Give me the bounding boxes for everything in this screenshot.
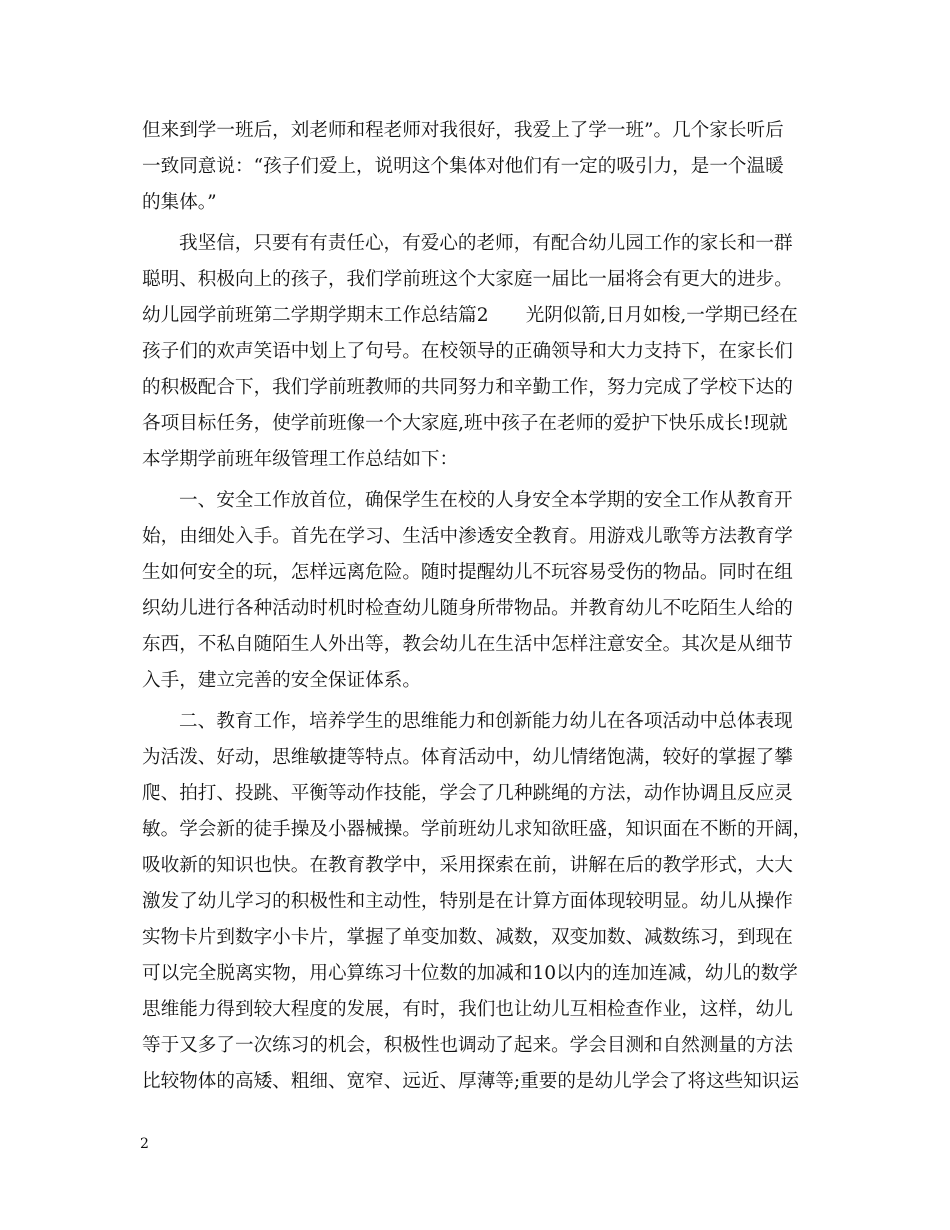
text-line: 实物卡片到数字小卡片，掌握了单变加数、减数，双变加数、减数练习，到现在 <box>142 927 793 948</box>
text-line: 吸收新的知识也快。在教育教学中，采用探索在前，讲解在后的教学形式，大大 <box>142 855 793 876</box>
text-line: 但来到学一班后，刘老师和程老师对我很好，我爱上了学一班”。几个家长听后 <box>142 120 784 141</box>
text-line: 东西，不私自随陌生人外出等，教会幼儿在生活中怎样注意安全。其次是从细节 <box>142 634 793 655</box>
text-line: 为活泼、好动，思维敏捷等特点。体育活动中，幼儿情绪饱满，较好的掌握了攀 <box>142 747 793 768</box>
text-line: 各项目标任务，使学前班像一个大家庭,班中孩子在老师的爱护下快乐成长!现就 <box>142 413 788 434</box>
text-line: 可以完全脱离实物，用心算练习十位数的加减和10以内的连加连减，幼儿的数学 <box>142 963 798 984</box>
text-line: 织幼儿进行各种活动时机时检查幼儿随身所带物品。并教育幼儿不吃陌生人给的 <box>142 598 793 619</box>
text-line: 等于又多了一次练习的机会，积极性也调动了起来。学会目测和自然测量的方法 <box>142 1035 793 1056</box>
text-line: 思维能力得到较大程度的发展，有时，我们也让幼儿互相检查作业，这样，幼儿 <box>142 999 793 1020</box>
text-line: 激发了幼儿学习的积极性和主动性，特别是在计算方面体现较明显。幼儿从操作 <box>142 891 793 912</box>
text-line: 生如何安全的玩，怎样远离危险。随时提醒幼儿不玩容易受伤的物品。同时在组 <box>142 562 793 583</box>
page-number: 2 <box>140 1136 149 1152</box>
paragraph-first-line: 一、安全工作放首位，确保学生在校的人身安全本学期的安全工作从教育开 <box>179 490 793 511</box>
text-line: 的积极配合下，我们学前班教师的共同努力和辛勤工作，努力完成了学校下达的 <box>142 377 793 398</box>
text-line: 一致同意说：“孩子们爱上，说明这个集体对他们有一定的吸引力，是一个温暖 <box>142 156 784 177</box>
text-line: 本学期学前班年级管理工作总结如下： <box>142 449 459 470</box>
section-heading-line: 幼儿园学前班第二学期学期末工作总结篇2 光阴似箭,日月如梭,一学期已经在 <box>142 305 798 326</box>
text-line: 敏。学会新的徒手操及小器械操。学前班幼儿求知欲旺盛，知识面在不断的开阔， <box>142 819 812 840</box>
text-line: 孩子们的欢声笑语中划上了句号。在校领导的正确领导和大力支持下，在家长们 <box>142 341 793 362</box>
paragraph-first-line: 我坚信，只要有有责任心，有爱心的老师，有配合幼儿园工作的家长和一群 <box>179 233 793 254</box>
text-line: 的集体。” <box>142 192 217 213</box>
text-line: 聪明、积极向上的孩子，我们学前班这个大家庭一届比一届将会有更大的进步。 <box>142 269 793 290</box>
text-line: 始，由细处入手。首先在学习、生活中渗透安全教育。用游戏儿歌等方法教育学 <box>142 526 793 547</box>
paragraph-first-line: 二、教育工作，培养学生的思维能力和创新能力幼儿在各项活动中总体表现 <box>179 711 793 732</box>
text-line: 入手，建立完善的安全保证体系。 <box>142 670 421 691</box>
text-line: 比较物体的高矮、粗细、宽窄、远近、厚薄等;重要的是幼儿学会了将这些知识运 <box>142 1071 800 1092</box>
text-line: 爬、拍打、投跳、平衡等动作技能，学会了几种跳绳的方法，动作协调且反应灵 <box>142 783 793 804</box>
